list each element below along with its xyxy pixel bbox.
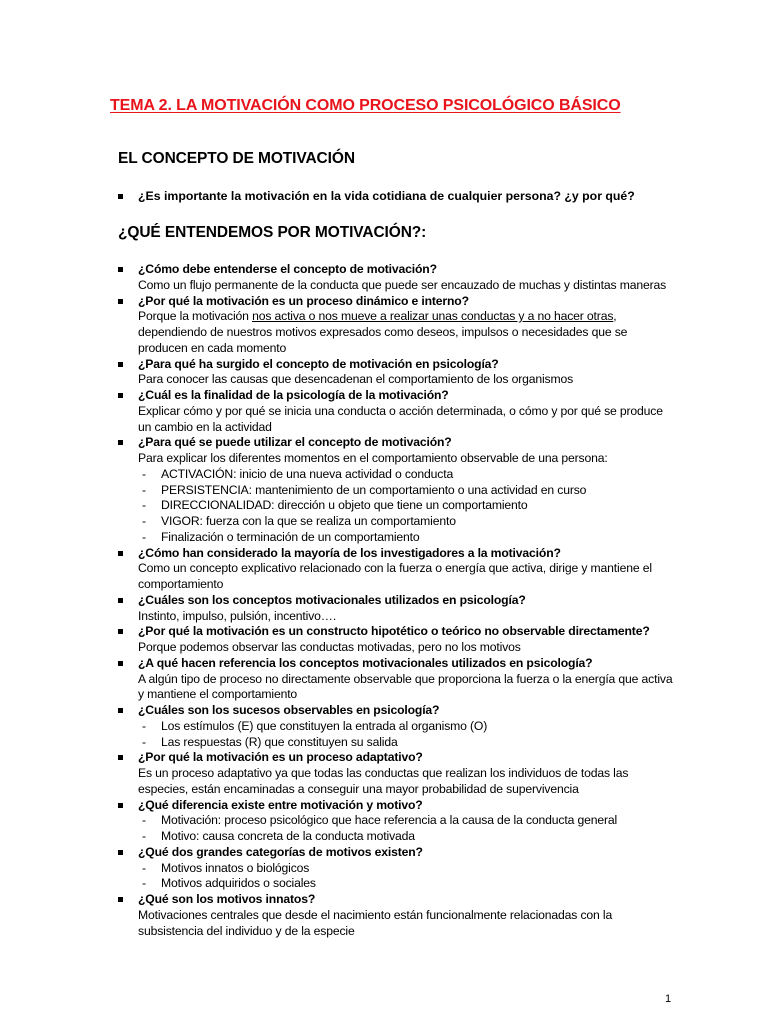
list-item	[118, 656, 678, 703]
answer-text-part: , dependiendo de nuestros motivos expresados como deseos, impulsos o necesidades que se producen en cada momento	[138, 309, 628, 355]
sub-item	[138, 813, 678, 829]
answer-text-part: Porque la motivación	[138, 309, 253, 324]
list-item	[118, 546, 678, 593]
sub-item-text: PERSISTENCIA: mantenimiento de un comportamiento o una actividad en curso	[161, 482, 587, 497]
question-text: ¿Para qué ha surgido el concepto de motivación en psicología?	[138, 356, 499, 371]
question-text: ¿A qué hacen referencia los conceptos motivacionales utilizados en psicología?	[138, 655, 593, 670]
list-item	[118, 703, 678, 750]
list-item	[118, 388, 678, 435]
sub-item	[138, 861, 678, 877]
page-number: 1	[665, 993, 672, 1005]
bullet-icon	[118, 755, 123, 760]
bullet-icon	[118, 629, 123, 634]
sub-item-text: Finalización o terminación de un comportamiento	[161, 529, 420, 544]
list-item	[118, 624, 678, 656]
section-heading-definition: ¿QUÉ ENTENDEMOS POR MOTIVACIÓN?:	[118, 224, 427, 241]
question-text: ¿Por qué la motivación es un proceso adaptativo?	[138, 750, 423, 765]
bullet-icon	[118, 267, 123, 272]
question-text: ¿Por qué la motivación es un proceso dinámico e interno?	[138, 293, 469, 308]
intro-question-text: ¿Es importante la motivación en la vida cotidiana de cualquier persona? ¿y por qué?	[138, 189, 635, 203]
question-text: ¿Cómo debe entenderse el concepto de motivación?	[138, 262, 437, 276]
sub-item	[138, 483, 678, 499]
question-text: ¿Qué diferencia existe entre motivación y motivo?	[138, 797, 423, 812]
list-item	[118, 357, 678, 389]
sub-item-text: VIGOR: fuerza con la que se realiza un comportamiento	[161, 514, 456, 528]
sub-item	[138, 530, 678, 546]
question-text: ¿Cómo han considerado la mayoría de los investigadores a la motivación?	[138, 545, 561, 560]
question-text: ¿Qué dos grandes categorías de motivos existen?	[138, 844, 423, 859]
answer-text: Motivaciones centrales que desde el nacimiento están funcionalmente relacionadas con la subsistencia del individuo y de la especie	[138, 907, 613, 938]
sub-item-text: Motivo: causa concreta de la conducta motivada	[161, 829, 415, 843]
dash-marker: -	[142, 718, 146, 733]
question-list	[118, 262, 678, 939]
answer-text: Explicar cómo y por qué se inicia una conducta o acción determinada, o cómo y por qué se produce un cambio en la actividad	[138, 403, 663, 434]
dash-marker: -	[142, 529, 146, 544]
list-item	[118, 845, 678, 892]
sub-item	[138, 498, 678, 514]
answer-text: Para explicar los diferentes momentos en el comportamiento observable de una persona:	[138, 451, 608, 465]
sub-item-text: Los estímulos (E) que constituyen la entrada al organismo (O)	[161, 718, 488, 733]
bullet-icon	[118, 194, 123, 199]
sub-item-text: DIRECCIONALIDAD: dirección u objeto que tiene un comportamiento	[161, 498, 528, 513]
list-item	[118, 798, 678, 845]
question-text: ¿Cuáles son los sucesos observables en psicología?	[138, 703, 440, 717]
dash-marker: -	[142, 813, 146, 828]
list-item	[118, 892, 678, 939]
dash-marker: -	[142, 482, 146, 497]
bullet-icon	[118, 299, 123, 304]
sub-item-text: ACTIVACIÓN: inicio de una nueva actividad o conducta	[161, 466, 454, 481]
sub-item	[138, 514, 678, 530]
answer-text: Porque podemos observar las conductas motivadas, pero no los motivos	[138, 640, 521, 654]
answer-text: Es un proceso adaptativo ya que todas las conductas que realizan los individuos de todas las especies, están encaminadas a conseguir una mayor probabilidad de supervivencia	[138, 766, 629, 796]
question-text: ¿Por qué la motivación es un constructo hipotético o teórico no observable directamente?	[138, 624, 650, 639]
bullet-icon	[118, 440, 123, 445]
answer-text: Para conocer las causas que desencadenan el comportamiento de los organismos	[138, 372, 574, 387]
list-item	[118, 593, 678, 625]
underlined-phrase: nos activa o nos mueve a realizar unas conductas y a no hacer otras	[252, 309, 614, 324]
dash-marker: -	[142, 876, 146, 891]
sub-item	[138, 735, 678, 751]
sub-item-text: Motivos adquiridos o sociales	[161, 876, 316, 891]
question-text: ¿Para qué se puede utilizar el concepto de motivación?	[138, 435, 452, 450]
sub-item-text: Motivación: proceso psicológico que hace referencia a la causa de la conducta general	[161, 813, 618, 828]
dash-marker: -	[142, 498, 146, 513]
list-item	[118, 435, 678, 545]
sub-item	[138, 719, 678, 735]
bullet-icon	[118, 551, 123, 556]
sub-item-text: Motivos innatos o biológicos	[161, 860, 310, 875]
dash-marker: -	[142, 829, 146, 843]
question-text: ¿Qué son los motivos innatos?	[138, 892, 316, 906]
page-title: TEMA 2. LA MOTIVACIÓN COMO PROCESO PSICOLÓGICO BÁSICO	[110, 97, 621, 114]
bullet-icon	[118, 393, 123, 398]
bullet-icon	[118, 362, 123, 367]
question-text: ¿Cuáles son los conceptos motivacionales utilizados en psicología?	[138, 592, 526, 607]
answer-text: Instinto, impulso, pulsión, incentivo….	[138, 608, 337, 623]
list-item	[118, 750, 678, 797]
list-item	[118, 294, 678, 357]
bullet-icon	[118, 803, 123, 808]
question-text: ¿Cuál es la finalidad de la psicología de la motivación?	[138, 388, 449, 402]
sub-item	[138, 829, 678, 845]
sub-item	[138, 876, 678, 892]
intro-question	[118, 189, 698, 203]
bullet-icon	[118, 661, 123, 666]
answer-text	[138, 309, 678, 356]
dash-marker: -	[142, 734, 146, 749]
answer-text: Como un concepto explicativo relacionado con la fuerza o energía que activa, dirige y mantiene el comportamiento	[138, 561, 652, 591]
dash-marker: -	[142, 466, 146, 481]
list-item	[118, 262, 678, 294]
sub-item	[138, 467, 678, 483]
bullet-icon	[118, 897, 123, 902]
sub-item-text: Las respuestas (R) que constituyen su salida	[161, 734, 398, 749]
bullet-icon	[118, 850, 123, 855]
answer-text: A algún tipo de proceso no directamente observable que proporciona la fuerza o la energía que activa y mantiene el comportamiento	[138, 671, 673, 702]
dash-marker: -	[142, 514, 146, 528]
bullet-icon	[118, 708, 123, 713]
dash-marker: -	[142, 860, 146, 875]
answer-text: Como un flujo permanente de la conducta que puede ser encauzado de muchas y distintas maneras	[138, 277, 667, 292]
bullet-icon	[118, 598, 123, 603]
section-heading-concept: EL CONCEPTO DE MOTIVACIÓN	[118, 150, 355, 167]
